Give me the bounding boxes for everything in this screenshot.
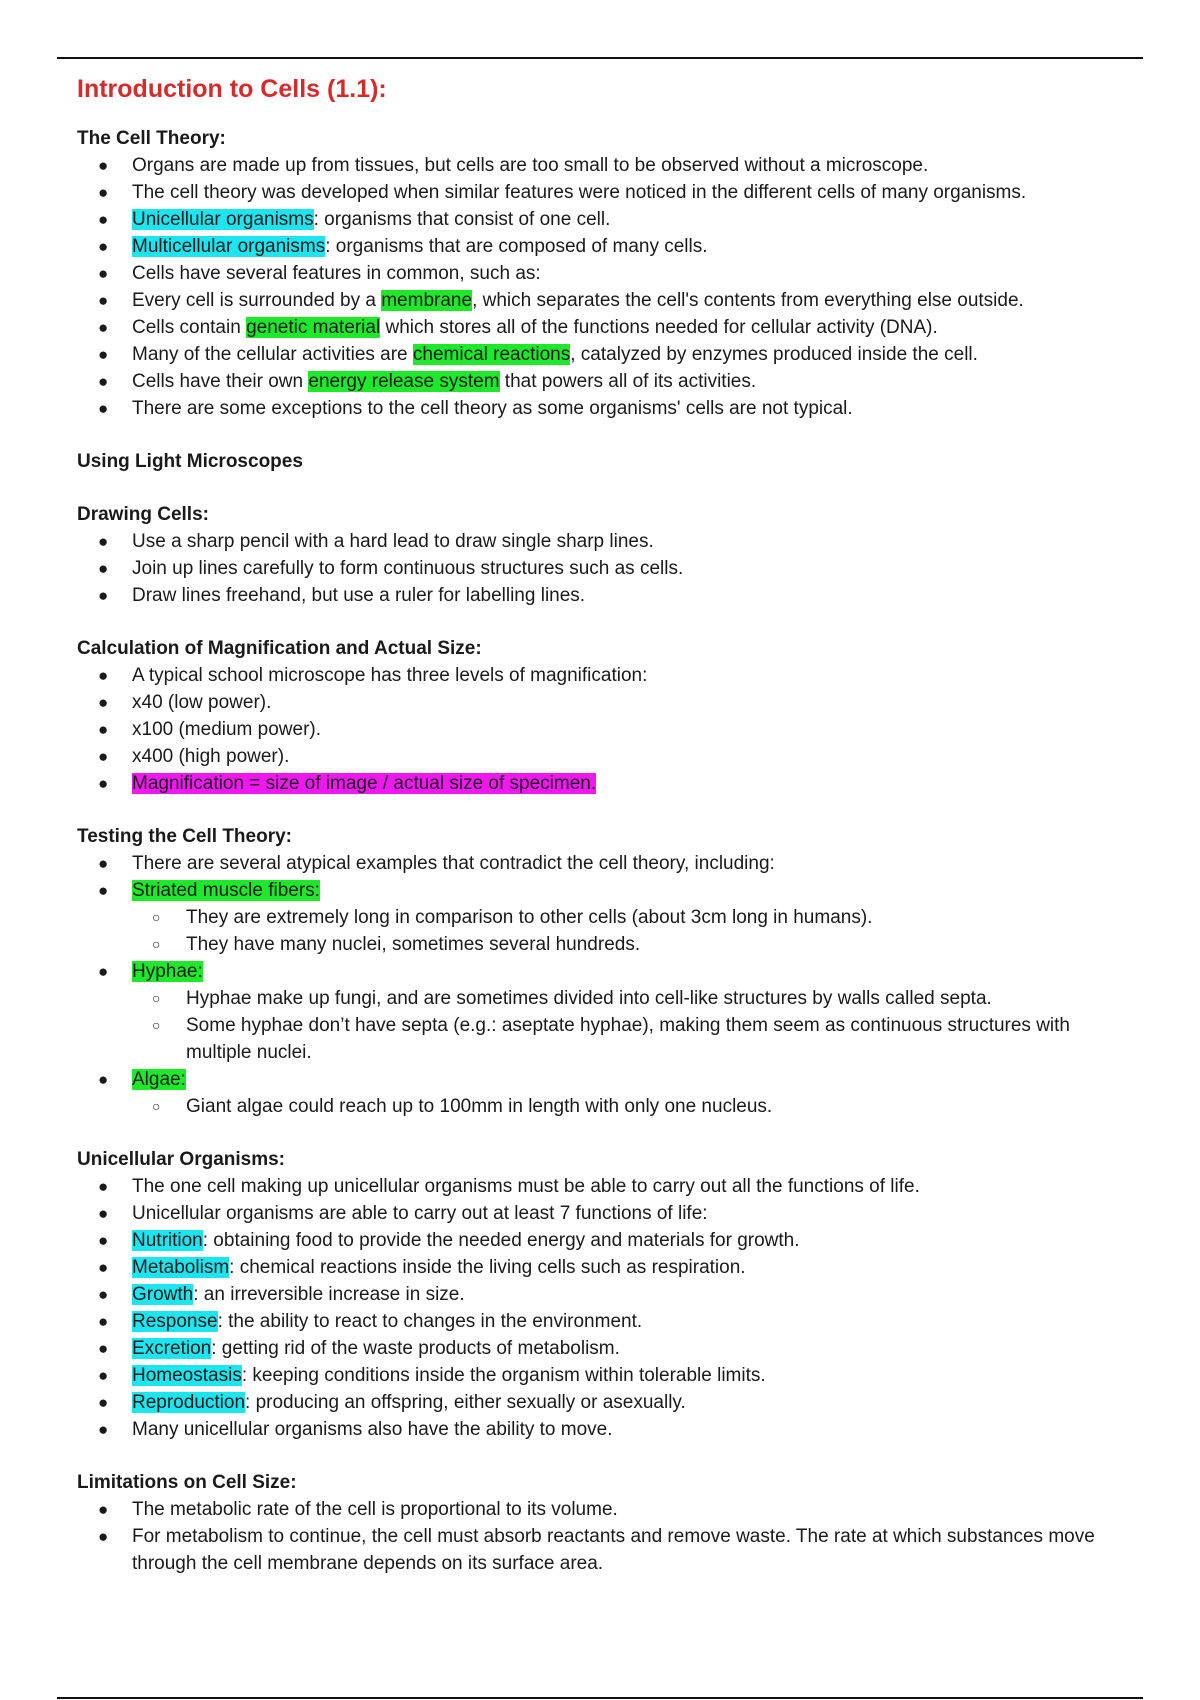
bullet-icon: ● — [98, 1285, 109, 1304]
highlighted-term: Metabolism — [132, 1257, 230, 1278]
list-item: ● Metabolism: chemical reactions inside the living cells such as respiration. — [77, 1254, 1117, 1281]
highlighted-term: Algae: — [132, 1069, 186, 1090]
section-heading: Testing the Cell Theory: — [77, 826, 293, 847]
bullet-icon: ● — [98, 747, 109, 766]
list-item: ● Cells contain genetic material which stores all of the functions needed for cellular activity (DNA). — [77, 314, 1117, 341]
sub-list-item: ○ Some hyphae don’t have septa (e.g.: aseptate hyphae), making them seem as continuous structures with multiple nuclei. — [77, 1012, 1117, 1066]
list-item: ● The cell theory was developed when similar features were noticed in the different cells of many organisms. — [77, 179, 1117, 206]
list-item: ● Multicellular organisms: organisms that are composed of many cells. — [77, 233, 1117, 260]
bullet-icon: ● — [98, 1393, 109, 1412]
section-drawing-cells — [77, 502, 1117, 609]
circle-bullet-icon: ○ — [152, 1017, 161, 1033]
list-item: ● Organs are made up from tissues, but cells are too small to be observed without a microscope. — [77, 152, 1117, 179]
list-item — [77, 770, 1117, 797]
bullet-icon: ● — [98, 318, 109, 337]
circle-bullet-icon: ○ — [152, 990, 161, 1006]
magnification-list — [77, 662, 1117, 797]
list-item: ● Reproduction: producing an offspring, either sexually or asexually. — [77, 1389, 1117, 1416]
bullet-icon: ● — [98, 156, 109, 175]
bullet-icon: ● — [98, 1339, 109, 1358]
highlighted-term: Response — [132, 1311, 218, 1332]
document-page — [77, 72, 1117, 1604]
sub-list-item: ○ Hyphae make up fungi, and are sometimes divided into cell-like structures by walls called septa. — [77, 985, 1117, 1012]
list-item: ● A typical school microscope has three levels of magnification: — [77, 662, 1117, 689]
bullet-icon: ● — [98, 237, 109, 256]
bullet-icon: ● — [98, 962, 109, 981]
section-cell-theory — [77, 126, 1117, 422]
bullet-icon: ● — [98, 264, 109, 283]
highlighted-term: Unicellular organisms — [132, 209, 314, 230]
sub-list-item: ○ They have many nuclei, sometimes several hundreds. — [77, 931, 1117, 958]
bullet-icon: ● — [98, 1070, 109, 1089]
section-light-microscopes — [77, 449, 1117, 475]
highlighted-term: energy release system — [308, 371, 500, 392]
bullet-icon: ● — [98, 1204, 109, 1223]
bullet-icon: ● — [98, 345, 109, 364]
bullet-icon: ● — [98, 1366, 109, 1385]
bullet-icon: ● — [98, 586, 109, 605]
list-item: ● The metabolic rate of the cell is proportional to its volume. — [77, 1496, 1117, 1523]
bullet-icon: ● — [98, 1258, 109, 1277]
list-item: ● Response: the ability to react to changes in the environment. — [77, 1308, 1117, 1335]
section-heading: Unicellular Organisms: — [77, 1149, 286, 1170]
section-heading: Drawing Cells: — [77, 504, 209, 525]
list-item: ● Cells have their own energy release system that powers all of its activities. — [77, 368, 1117, 395]
highlighted-term: Reproduction — [132, 1392, 246, 1413]
bullet-icon: ● — [98, 210, 109, 229]
list-item: ● Join up lines carefully to form continuous structures such as cells. — [77, 555, 1117, 582]
section-testing-cell-theory — [77, 824, 1117, 1120]
magnification-formula: Magnification = size of image / actual size of specimen. — [132, 773, 597, 794]
bullet-icon: ● — [98, 1177, 109, 1196]
bullet-icon: ● — [98, 183, 109, 202]
list-item: ● The one cell making up unicellular organisms must be able to carry out all the functions of life. — [77, 1173, 1117, 1200]
highlighted-term: Multicellular organisms — [132, 236, 326, 257]
list-item: ● For metabolism to continue, the cell must absorb reactants and remove waste. The rate at which substances move through the cell membrane depends on its surface area. — [77, 1523, 1117, 1577]
highlighted-term: Hyphae: — [132, 961, 203, 982]
list-item — [77, 1066, 1117, 1093]
list-item: ● Growth: an irreversible increase in size. — [77, 1281, 1117, 1308]
cell-theory-list — [77, 152, 1117, 422]
list-item: ● Excretion: getting rid of the waste products of metabolism. — [77, 1335, 1117, 1362]
bullet-icon: ● — [98, 720, 109, 739]
sub-list-item: ○ They are extremely long in comparison to other cells (about 3cm long in humans). — [77, 904, 1117, 931]
page-title: Introduction to Cells (1.1): — [77, 75, 387, 103]
list-item: ● Draw lines freehand, but use a ruler for labelling lines. — [77, 582, 1117, 609]
highlighted-term: Excretion — [132, 1338, 212, 1359]
list-item: ● x40 (low power). — [77, 689, 1117, 716]
bullet-icon: ● — [98, 532, 109, 551]
list-item — [77, 877, 1117, 904]
bullet-icon: ● — [98, 854, 109, 873]
section-heading: The Cell Theory: — [77, 128, 226, 149]
sub-list-item: ○ Giant algae could reach up to 100mm in length with only one nucleus. — [77, 1093, 1117, 1120]
bullet-icon: ● — [98, 399, 109, 418]
bullet-icon: ● — [98, 1312, 109, 1331]
highlighted-term: chemical reactions — [412, 344, 571, 365]
bullet-icon: ● — [98, 881, 109, 900]
list-item: ● Many of the cellular activities are chemical reactions, catalyzed by enzymes produced inside the cell. — [77, 341, 1117, 368]
testing-list — [77, 850, 1117, 1120]
highlighted-term: Homeostasis — [132, 1365, 242, 1386]
list-item: ● Nutrition: obtaining food to provide the needed energy and materials for growth. — [77, 1227, 1117, 1254]
list-item: ● Many unicellular organisms also have the ability to move. — [77, 1416, 1117, 1443]
list-item: ● x100 (medium power). — [77, 716, 1117, 743]
bullet-icon: ● — [98, 774, 109, 793]
bullet-icon: ● — [98, 1527, 109, 1546]
list-item: ● There are some exceptions to the cell theory as some organisms' cells are not typical. — [77, 395, 1117, 422]
bottom-rule — [57, 1697, 1143, 1699]
section-heading: Using Light Microscopes — [77, 451, 303, 472]
highlighted-term: Striated muscle fibers: — [132, 880, 320, 901]
list-item: ● Every cell is surrounded by a membrane, which separates the cell's contents from everything else outside. — [77, 287, 1117, 314]
section-unicellular-organisms — [77, 1147, 1117, 1443]
highlighted-term: Growth — [132, 1284, 194, 1305]
list-item: ● Unicellular organisms are able to carry out at least 7 functions of life: — [77, 1200, 1117, 1227]
bullet-icon: ● — [98, 372, 109, 391]
section-magnification — [77, 636, 1117, 797]
list-item: ● Cells have several features in common, such as: — [77, 260, 1117, 287]
bullet-icon: ● — [98, 559, 109, 578]
list-item: ● Homeostasis: keeping conditions inside the organism within tolerable limits. — [77, 1362, 1117, 1389]
bullet-icon: ● — [98, 1500, 109, 1519]
section-limitations-cell-size — [77, 1470, 1117, 1577]
unicellular-list — [77, 1173, 1117, 1443]
list-item: ● There are several atypical examples that contradict the cell theory, including: — [77, 850, 1117, 877]
list-item: ● Use a sharp pencil with a hard lead to draw single sharp lines. — [77, 528, 1117, 555]
top-rule — [57, 57, 1143, 59]
highlighted-term: Nutrition — [132, 1230, 203, 1251]
list-item — [77, 958, 1117, 985]
bullet-icon: ● — [98, 693, 109, 712]
highlighted-term: genetic material — [246, 317, 381, 338]
limitations-list — [77, 1496, 1117, 1577]
bullet-icon: ● — [98, 666, 109, 685]
circle-bullet-icon: ○ — [152, 936, 161, 952]
list-item: ● x400 (high power). — [77, 743, 1117, 770]
drawing-cells-list — [77, 528, 1117, 609]
section-heading: Calculation of Magnification and Actual Size: — [77, 638, 482, 659]
highlighted-term: membrane — [381, 290, 473, 311]
bullet-icon: ● — [98, 1231, 109, 1250]
list-item: ● Unicellular organisms: organisms that consist of one cell. — [77, 206, 1117, 233]
bullet-icon: ● — [98, 291, 109, 310]
circle-bullet-icon: ○ — [152, 1098, 161, 1114]
circle-bullet-icon: ○ — [152, 909, 161, 925]
section-heading: Limitations on Cell Size: — [77, 1472, 297, 1493]
bullet-icon: ● — [98, 1420, 109, 1439]
